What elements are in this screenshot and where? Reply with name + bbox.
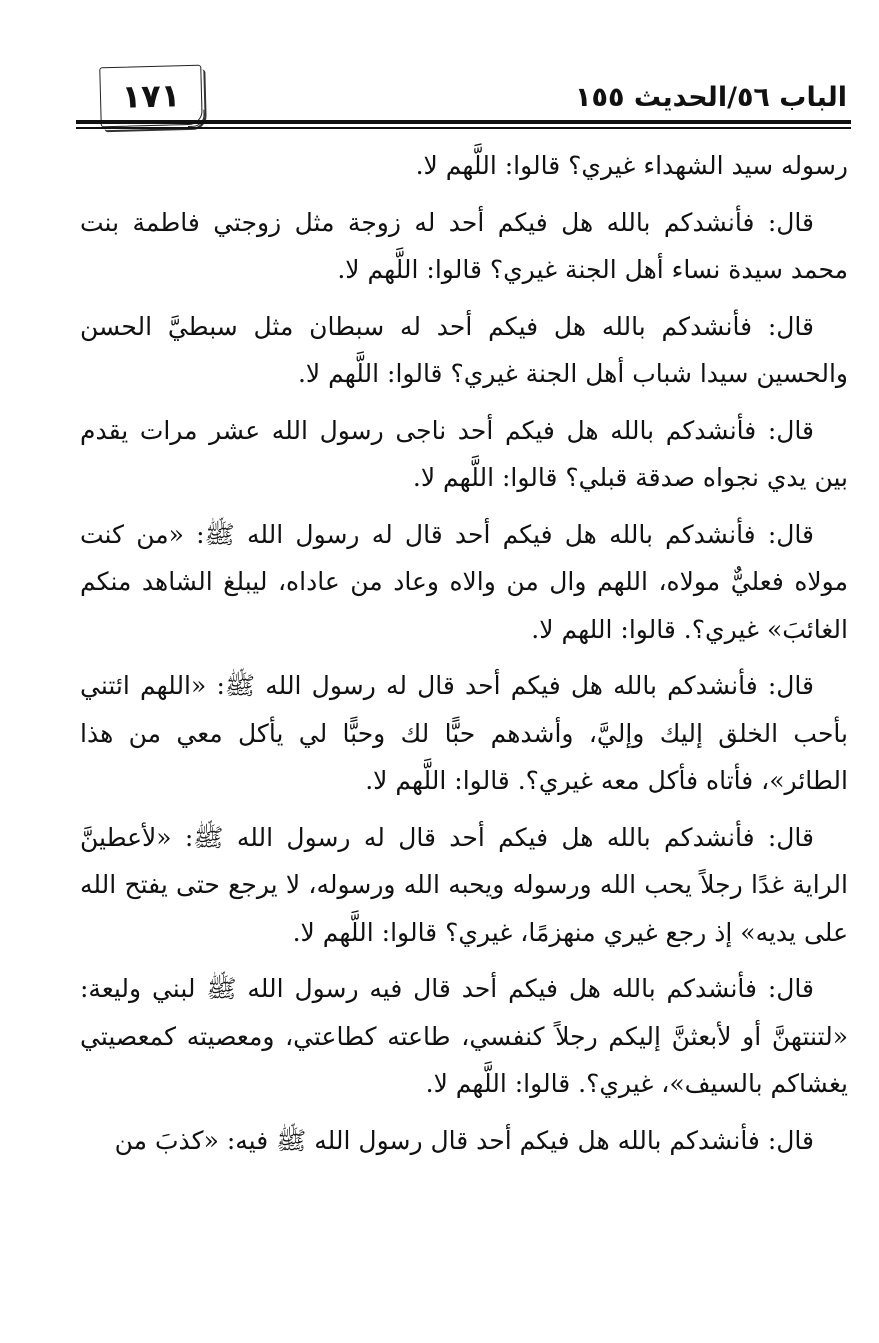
page-number-box (99, 65, 203, 128)
header-rule-thin (76, 127, 851, 129)
paragraph: قال: فأنشدكم بالله هل فيكم أحد قال له رسول الله ﷺ: «لأعطينَّ الراية غدًا رجلاً يحب الله ورسوله ويحبه الله ورسوله، لا يرجع حتى يفتح الله على يديه» إذ رجع غيري منهزمًا، غيري؟ قالوا: اللَّهم لا. (80, 822, 848, 947)
page-number: ١٧١ (121, 76, 181, 116)
paragraph: قال: فأنشدكم بالله هل فيكم أحد له سبطان مثل سبطيَّ الحسن والحسين سيدا شباب أهل الجنة غيري؟ قالوا: اللَّهم لا. (80, 311, 848, 388)
paragraph: قال: فأنشدكم بالله هل فيكم أحد قال له رسول الله ﷺ: «اللهم ائتني بأحب الخلق إليك وإليَّ، وأشدهم حبًّا لك وحبًّا لي يأكل معي من هذا الطائر»، فأتاه فأكل معه غيري؟. قالوا: اللَّهم لا. (80, 671, 848, 795)
paragraph: قال: فأنشدكم بالله هل فيكم أحد قال فيه رسول الله ﷺ لبني وليعة: «لتنتهنَّ أو لأبعثنَّ إليكم رجلاً كنفسي، طاعته كطاعتي، ومعصيته كمعصيتي يغشاكم بالسيف»، غيري؟. قالوا: اللَّهم لا. (80, 974, 848, 1098)
header-rule-thick (76, 120, 851, 124)
paragraph: قال: فأنشدكم بالله هل فيكم أحد ناجى رسول الله عشر مرات يقدم بين يدي نجواه صدقة قبلي؟ قالوا: اللَّهم لا. (80, 415, 848, 492)
chapter-hadith-title: الباب ٥٦/الحديث ١٥٥ (575, 82, 847, 113)
paragraph: قال: فأنشدكم بالله هل فيكم أحد قال له رسول الله ﷺ: «من كنت مولاه فعليٌّ مولاه، اللهم وال من والاه وعاد من عاداه، ليبلغ الشاهد منكم الغائبَ» غيري؟. قالوا: اللهم لا. (80, 519, 848, 644)
main-text (80, 142, 848, 1173)
paragraph: قال: فأنشدكم بالله هل فيكم أحد له زوجة مثل زوجتي فاطمة بنت محمد سيدة نساء أهل الجنة غيري؟ قالوا: اللَّهم لا. (80, 207, 848, 284)
paragraph: رسوله سيد الشهداء غيري؟ قالوا: اللَّهم لا. (415, 151, 848, 180)
paragraph: قال: فأنشدكم بالله هل فيكم أحد قال رسول الله ﷺ فيه: «كذبَ من (114, 1125, 814, 1155)
